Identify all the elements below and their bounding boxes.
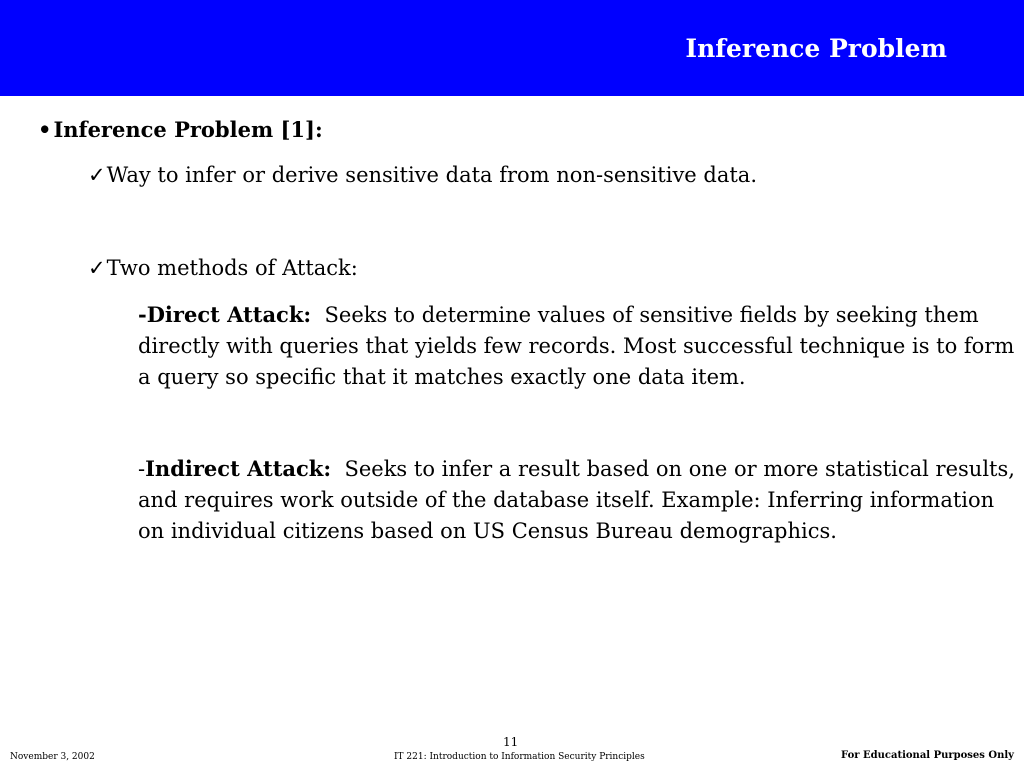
direct-attack-paragraph (138, 299, 1018, 393)
sub-point-text: Two methods of Attack: (106, 256, 358, 280)
indirect-attack-paragraph (138, 453, 1018, 547)
footer-date: November 3, 2002 (10, 752, 95, 762)
main-bullet-text: Inference Problem [1]: (53, 117, 323, 142)
page-number: 11 (503, 735, 519, 749)
bullet-icon: • (38, 117, 52, 142)
indirect-attack-term: Indirect Attack: (145, 456, 332, 481)
sub-point-definition (88, 163, 757, 187)
sub-point-methods (88, 256, 358, 280)
sub-point-text: Way to infer or derive sensitive data from non-sensitive data. (106, 163, 758, 187)
direct-attack-term: -Direct Attack: (138, 302, 312, 327)
footer-notice: For Educational Purposes Only (841, 750, 1014, 761)
direct-attack-description: Seeks to determine values of sensitive fields by seeking them directly with queries that yields few records. Most successful technique is to form a query so specific that it matches exactly one data item. (138, 303, 1015, 389)
slide-title: Inference Problem (685, 34, 947, 63)
checkmark-icon: ✓ (88, 163, 106, 187)
footer-course-title: IT 221: Introduction to Information Security Principles (394, 752, 645, 762)
indirect-attack-prefix: - (138, 457, 146, 481)
indirect-attack-description: Seeks to infer a result based on one or more statistical results, and requires work outside of the database itself. Example: Inferring information on individual citizens based on US Census Bureau demographics. (138, 457, 1015, 543)
main-bullet (38, 117, 323, 142)
title-bar (0, 0, 1024, 96)
checkmark-icon: ✓ (88, 256, 106, 280)
